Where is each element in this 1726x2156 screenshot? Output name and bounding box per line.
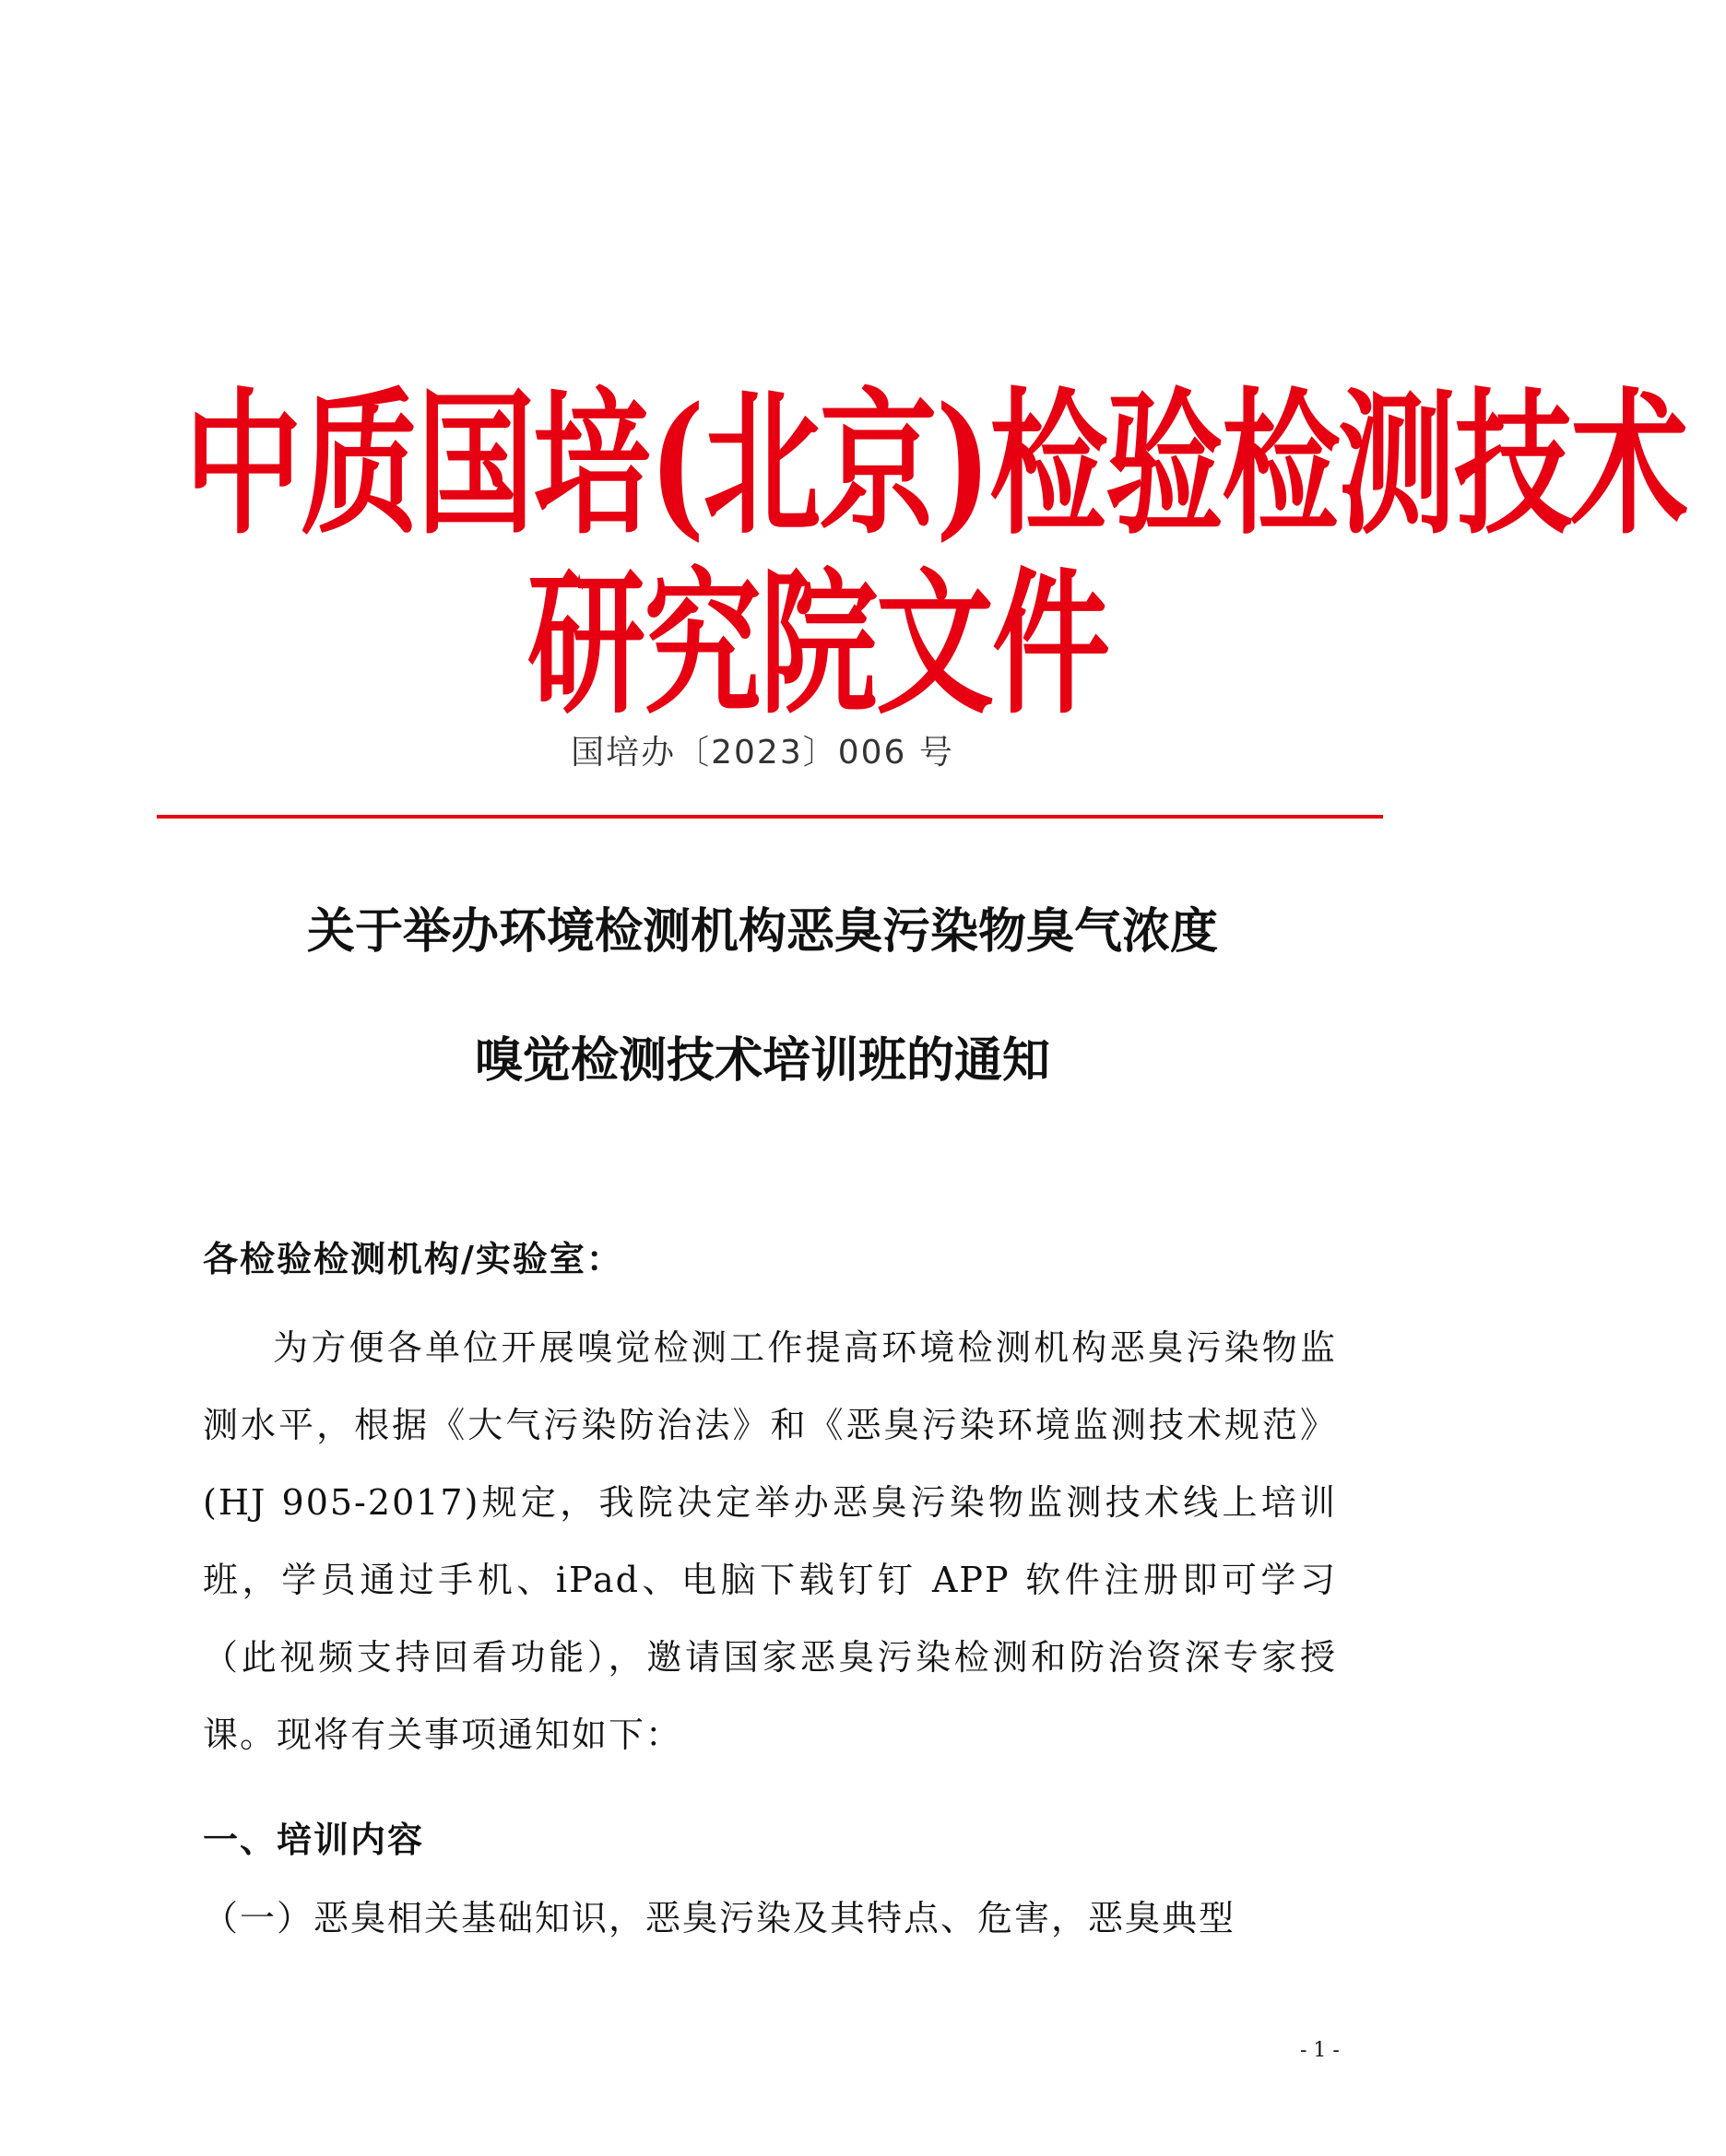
page-number: - 1 - <box>1300 2039 1340 2062</box>
list-item-1: （一）恶臭相关基础知识，恶臭污染及其特点、危害，恶臭典型 <box>203 1898 1236 1938</box>
red-divider <box>157 815 1383 819</box>
notice-title-line-1: 关于举办环境检测机构恶臭污染物臭气浓度 <box>306 903 1218 960</box>
document-number: 国培办〔2023〕006 号 <box>571 734 954 772</box>
notice-title-line-2: 嗅觉检测技术培训班的通知 <box>474 1032 1050 1089</box>
section-heading-training-content: 一、培训内容 <box>203 1819 425 1860</box>
masthead-line-1: 中质国培(北京)检验检测技术 <box>184 373 1687 557</box>
body-paragraph: 为方便各单位开展嗅觉检测工作提高环境检测机构恶臭污染物监测水平，根据《大气污染防治法》和《恶臭污染环境监测技术规范》(HJ 905-2017)规定，我院决定举办恶臭污染物监测技术线上培训班，学员通过手机、iPad、电脑下载钉钉 APP 软件注册即可学习（此视频支持回看功能），邀请国家恶臭污染检测和防治资深专家授课。现将有关事项通知如下： <box>203 1327 1337 1755</box>
salutation: 各检验检测机构/实验室： <box>203 1238 623 1279</box>
masthead-line-2: 研究院文件 <box>527 553 1109 736</box>
